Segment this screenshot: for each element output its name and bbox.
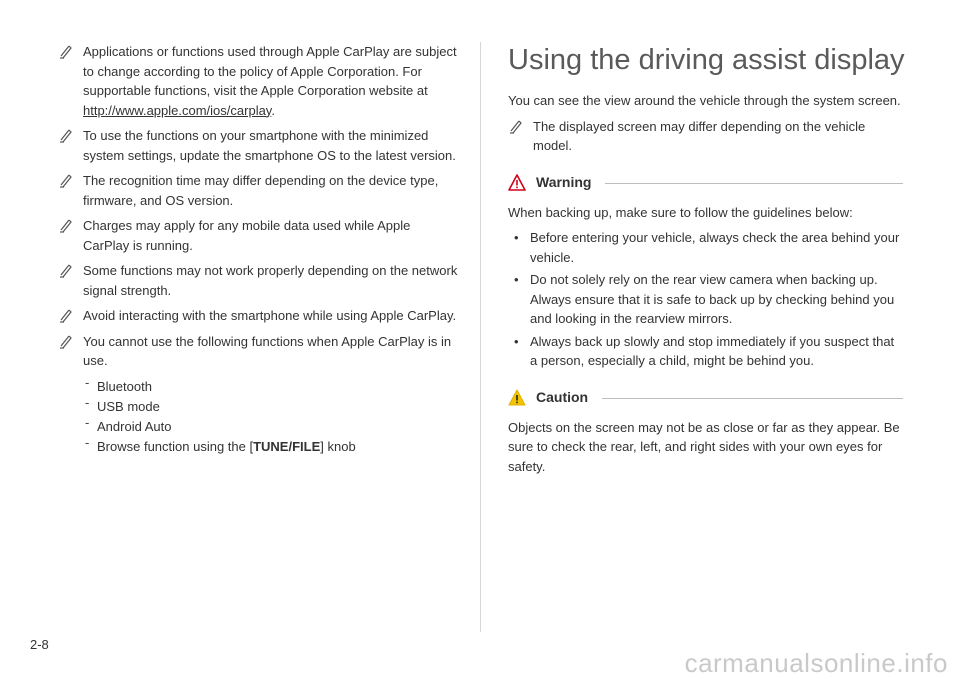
unavailable-functions-list xyxy=(83,377,458,457)
browse-suffix: ] knob xyxy=(320,438,356,454)
list-item: - Bluetooth xyxy=(83,377,458,397)
note-text: Applications or functions used through Apple CarPlay are subject to change according to the policy of Apple Corporation. For supportable functions, visit the Apple Corporation website at xyxy=(83,44,457,98)
list-item: - Android Auto xyxy=(83,417,458,437)
list-item: • Always back up slowly and stop immediately if you suspect that a person, especially a child, might be behind you. xyxy=(508,332,903,371)
warning-header xyxy=(508,174,903,191)
note-text: Avoid interacting with the smartphone while using Apple CarPlay. xyxy=(83,308,457,323)
pencil-note-icon xyxy=(508,118,524,134)
caution-label: Caution xyxy=(536,389,589,405)
note-text: Charges may apply for any mobile data used while Apple CarPlay is running. xyxy=(83,218,411,253)
note-recognition-time xyxy=(58,171,458,210)
warning-bullets xyxy=(508,228,903,371)
pencil-note-icon xyxy=(58,307,74,323)
pencil-note-icon xyxy=(58,172,74,188)
column-divider xyxy=(480,42,481,632)
carplay-website-link[interactable]: http://www.apple.com/ios/carplay xyxy=(83,102,272,118)
tune-key-label: TUNE xyxy=(253,438,289,454)
list-item: - USB mode xyxy=(83,397,458,417)
page-number: 2-8 xyxy=(30,637,49,652)
note-unavailable-functions xyxy=(58,332,458,371)
note-mobile-data xyxy=(58,216,458,255)
note-carplay-policy xyxy=(58,42,458,120)
browse-prefix: Browse function using the [ xyxy=(97,438,254,454)
pencil-note-icon xyxy=(58,43,74,59)
key-separator: / xyxy=(288,438,293,454)
pencil-note-icon xyxy=(58,333,74,349)
note-display-differs xyxy=(508,117,903,156)
warning-label: Warning xyxy=(536,174,592,190)
list-item: • Do not solely rely on the rear view camera when backing up. Always ensure that it is safe to back up by checking behind you and looking in the rearview mirrors. xyxy=(508,270,903,329)
caution-text: Objects on the screen may not be as close or far as they appear. Be sure to check the rear, left, and right sides with your own eyes for safety. xyxy=(508,419,900,474)
warning-triangle-icon xyxy=(508,174,526,191)
warning-rule xyxy=(605,183,903,184)
pencil-note-icon xyxy=(58,127,74,143)
right-column xyxy=(508,42,903,482)
left-column xyxy=(58,42,458,457)
note-avoid-interacting xyxy=(58,306,458,326)
watermark: carmanualsonline.info xyxy=(684,648,948,678)
note-update-os xyxy=(58,126,458,165)
list-item xyxy=(83,437,458,457)
pencil-note-icon xyxy=(58,262,74,278)
caution-header xyxy=(508,389,903,406)
page-title: Using the driving assist display xyxy=(508,44,905,76)
list-item: • Before entering your vehicle, always check the area behind your vehicle. xyxy=(508,228,903,267)
note-suffix: . xyxy=(271,102,275,118)
file-key-label: FILE xyxy=(292,438,321,454)
pencil-note-icon xyxy=(58,217,74,233)
note-text: Some functions may not work properly depending on the network signal strength. xyxy=(83,263,458,298)
intro-text: You can see the view around the vehicle through the system screen. xyxy=(508,93,901,108)
note-text: You cannot use the following functions when Apple CarPlay is in use. xyxy=(83,333,452,368)
note-text: The recognition time may differ depending on the device type, firmware, and OS version. xyxy=(83,173,439,208)
caution-rule xyxy=(602,398,903,399)
note-text: The displayed screen may differ depending on the vehicle model. xyxy=(533,118,866,153)
note-text: To use the functions on your smartphone with the minimized system settings, update the smartphone OS to the latest version. xyxy=(83,128,456,163)
note-network-signal xyxy=(58,261,458,300)
warning-lead: When backing up, make sure to follow the guidelines below: xyxy=(508,204,853,220)
caution-triangle-icon xyxy=(508,389,526,406)
